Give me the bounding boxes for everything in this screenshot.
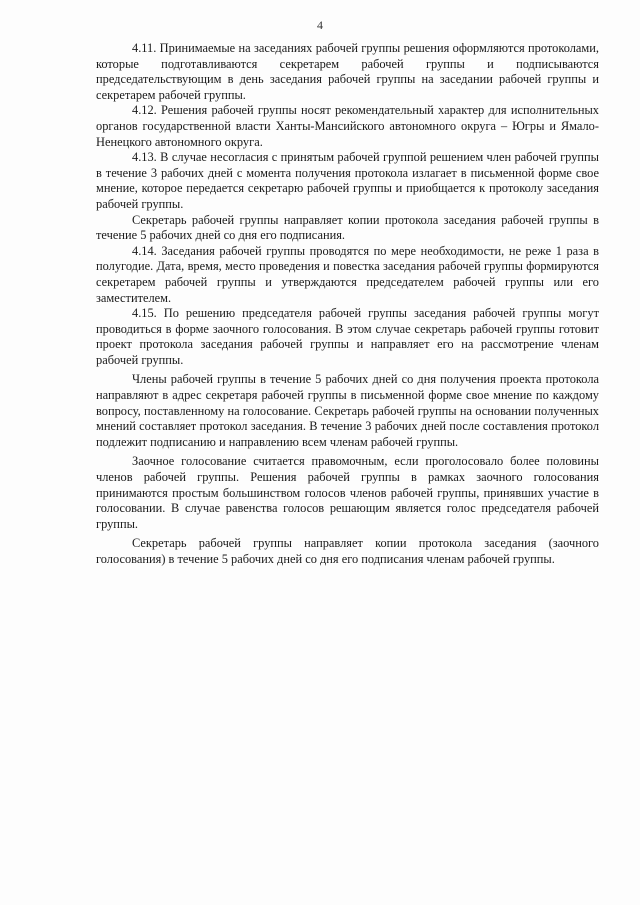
- page-number: 4: [317, 18, 323, 32]
- paragraph-secretary-copies: Секретарь рабочей группы направляет копии протокола заседания рабочей группы в течение 5 рабочих дней со дня его подписания.: [96, 212, 599, 243]
- paragraph-4-12: 4.12. Решения рабочей группы носят рекомендательный характер для исполнительных органов государственной власти Ханты-Мансийского автономного округа – Югры и Ямало-Ненецкого автономного округа.: [96, 103, 599, 149]
- paragraph-members-opinion: Члены рабочей группы в течение 5 рабочих дней со дня получения проекта протокола направляют в адрес секретаря рабочей группы в письменной форме свое мнение по каждому вопросу, поставленному на голосование. Секретарь рабочей группы на основании полученных мнений составляет протокол заседания. В течение 3 рабочих дней после составления протокол подлежит подписанию и направлению всем членам рабочей группы.: [96, 372, 599, 449]
- paragraph-absentee-copies: Секретарь рабочей группы направляет копии протокола заседания (заочного голосования) в течение 5 рабочих дней со дня его подписания членам рабочей группы.: [96, 536, 599, 566]
- paragraph-4-14: 4.14. Заседания рабочей группы проводятся по мере необходимости, не реже 1 раза в полугодие. Дата, время, место проведения и повестка заседания рабочей группы формируются секретарем рабочей группы и утверждаются председателем рабочей группы или его заместителем.: [96, 243, 599, 305]
- paragraph-4-15: 4.15. По решению председателя рабочей группы заседания рабочей группы могут проводиться в форме заочного голосования. В этом случае секретарь рабочей группы готовит проект протокола заседания рабочей группы и направляет его на рассмотрение членам рабочей группы.: [96, 306, 599, 367]
- document-body: [96, 41, 599, 568]
- paragraph-absentee-vote: Заочное голосование считается правомочным, если проголосовало более половины членов рабочей группы. Решения рабочей группы в рамках заочного голосования принимаются простым большинством голосов членов рабочей группы, принявших участие в голосовании. В случае равенства голосов решающим является голос председателя рабочей группы.: [96, 454, 599, 531]
- paragraph-4-13: 4.13. В случае несогласия с принятым рабочей группой решением член рабочей группы в течение 3 рабочих дней с момента получения протокола излагает в письменной форме свое мнение, которое передается секретарю рабочей группы и приобщается к протоколу заседания рабочей группы.: [96, 150, 599, 211]
- paragraph-4-11: 4.11. Принимаемые на заседаниях рабочей группы решения оформляются протоколами, которые подготавливаются секретарем рабочей группы и подписываются председательствующим в день заседания рабочей группы на заседании рабочей группы и секретарем рабочей группы.: [96, 41, 599, 102]
